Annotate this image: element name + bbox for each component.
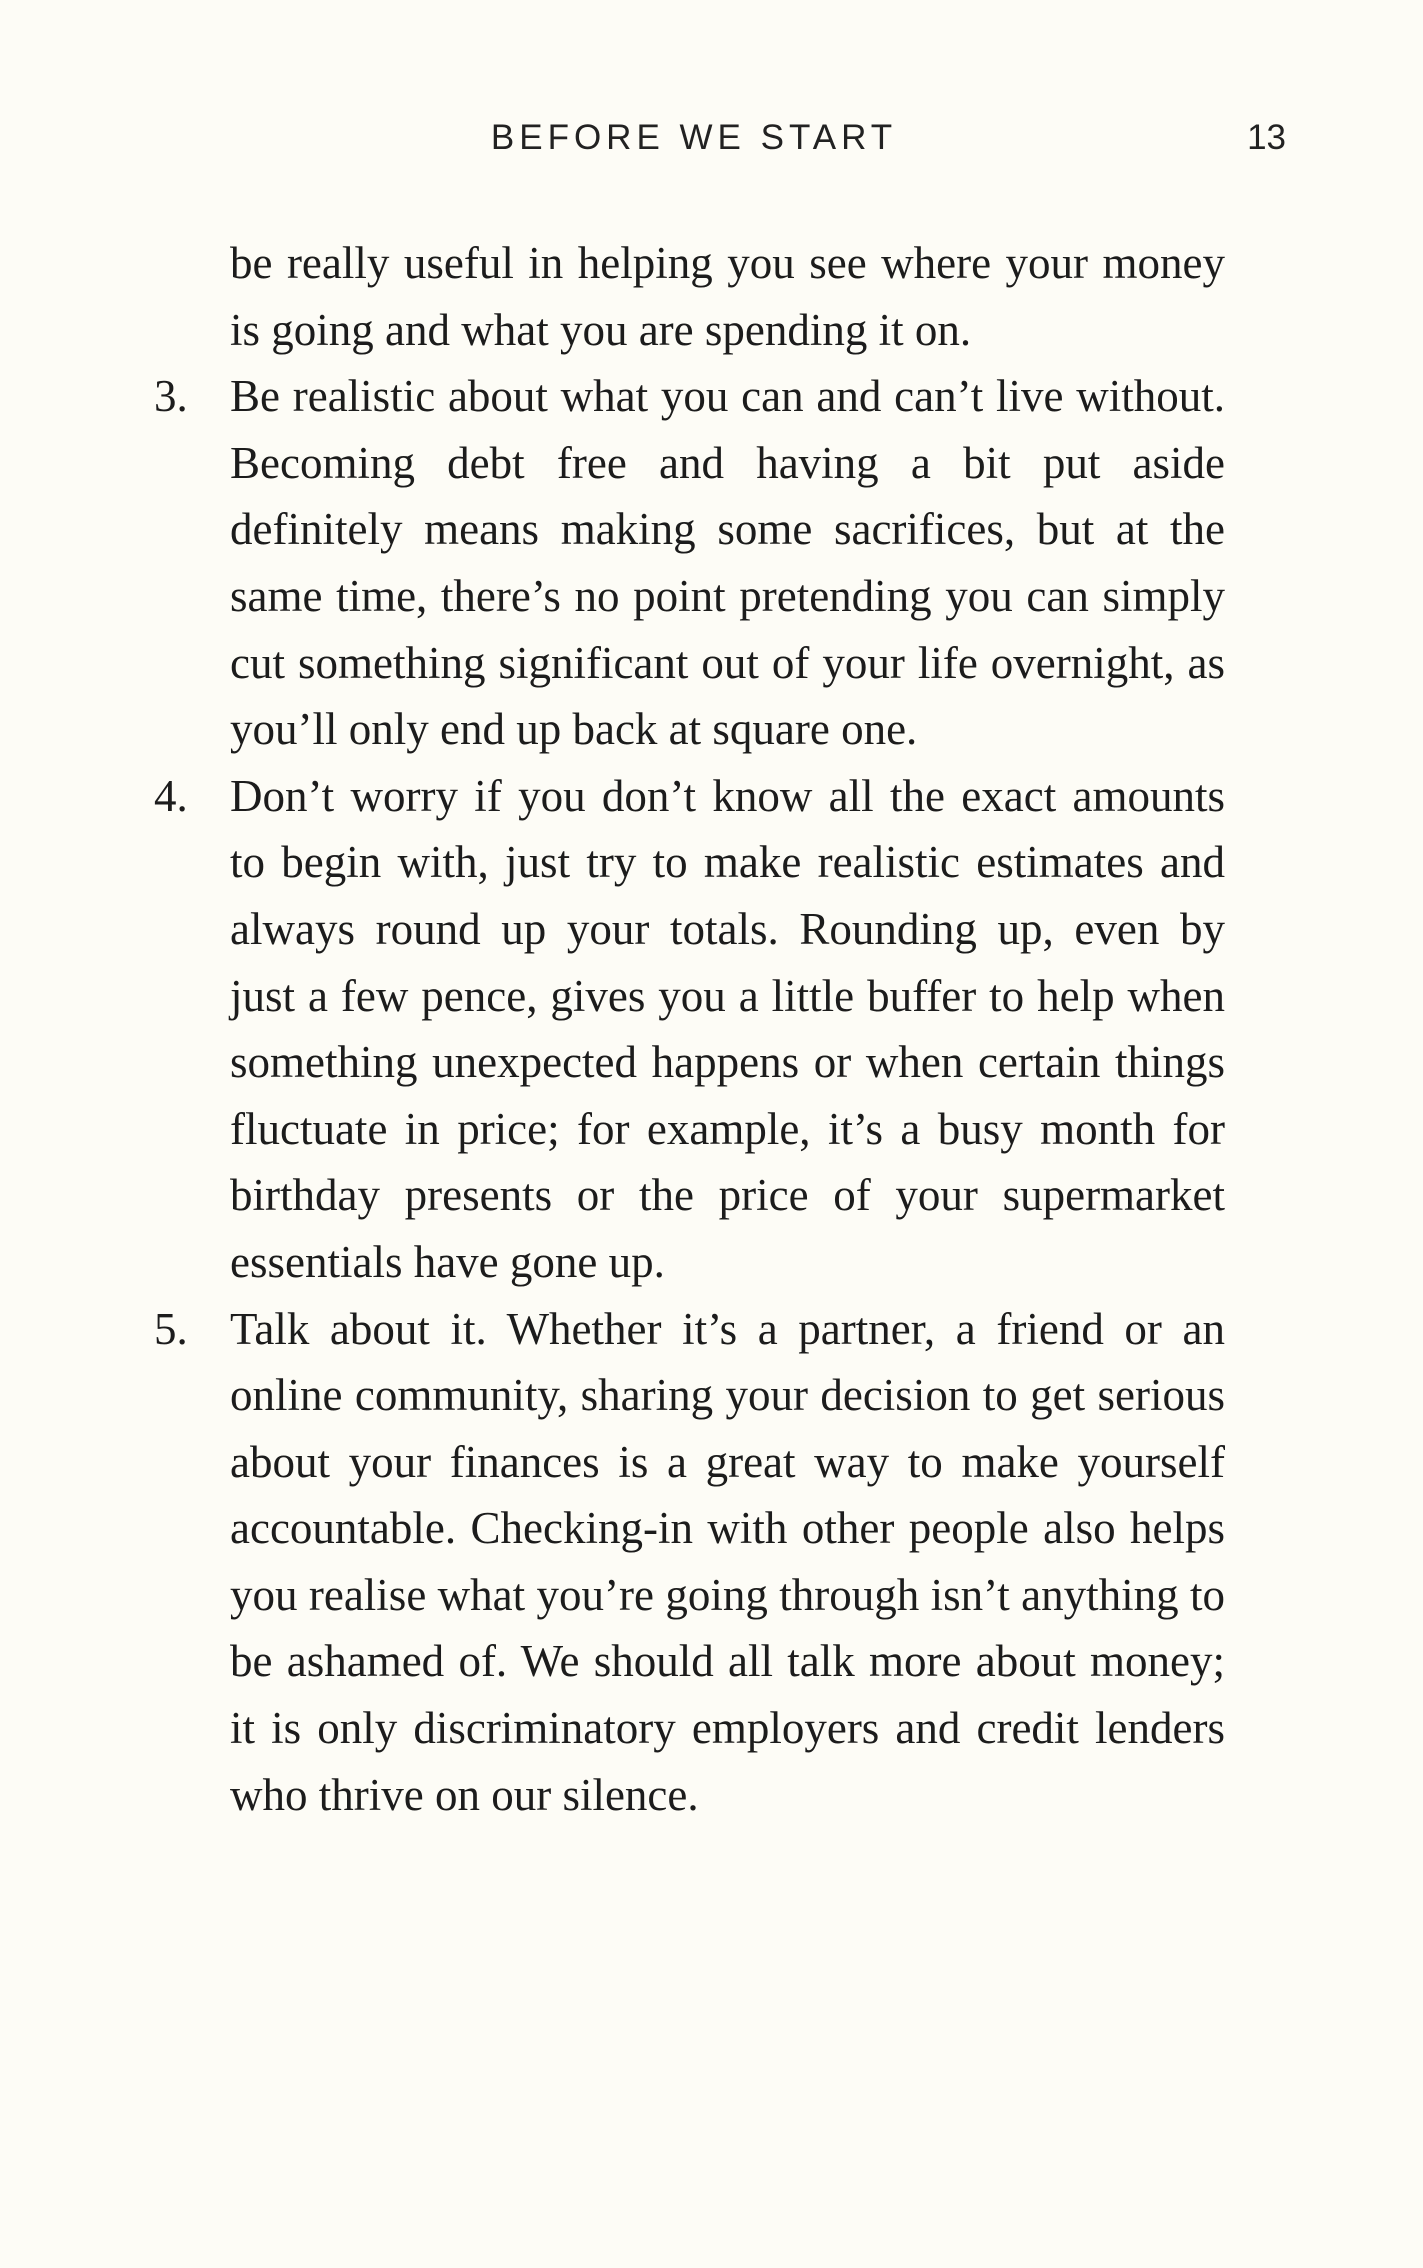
list-item-number: 4. bbox=[154, 770, 188, 821]
running-title: BEFORE WE START bbox=[490, 118, 898, 157]
continuation-paragraph bbox=[150, 230, 1225, 363]
list-item-number: 3. bbox=[154, 371, 188, 422]
running-head bbox=[0, 118, 1423, 166]
list-item-text: Don’t worry if you don’t know all the exact amounts to begin with, just try to make realistic estimates and always round up your totals. Rounding up, even by just a few pence, gives you a little buffer to help when something unexpected happens or when certain things fluctuate in price; for example, it’s a busy month for birthday presents or the price of your supermarket essentials have gone up. bbox=[230, 770, 1225, 1287]
list-item-3 bbox=[150, 363, 1225, 763]
page-number: 13 bbox=[1247, 118, 1286, 157]
list-item-4 bbox=[150, 763, 1225, 1296]
page-body bbox=[150, 230, 1225, 1828]
list-item-text: Be realistic about what you can and can’t live without. Becoming debt free and having a bit put aside definitely means making some sacrifices, but at the same time, there’s no point pretending you can simply cut something significant out of your life overnight, as you’ll only end up back at square one. bbox=[230, 371, 1225, 755]
continuation-text: be really useful in helping you see where your money is going and what you are spending it on. bbox=[230, 238, 1225, 355]
list-item-text: Talk about it. Whether it’s a partner, a friend or an online community, sharing your decision to get serious about your finances is a great way to make yourself accountable. Checking-in with other people also helps you realise what you’re going through isn’t anything to be ashamed of. We should all talk more about money; it is only discriminatory employers and credit lenders who thrive on our silence. bbox=[230, 1303, 1225, 1820]
list-item-5 bbox=[150, 1296, 1225, 1829]
list-item-number: 5. bbox=[154, 1303, 188, 1354]
